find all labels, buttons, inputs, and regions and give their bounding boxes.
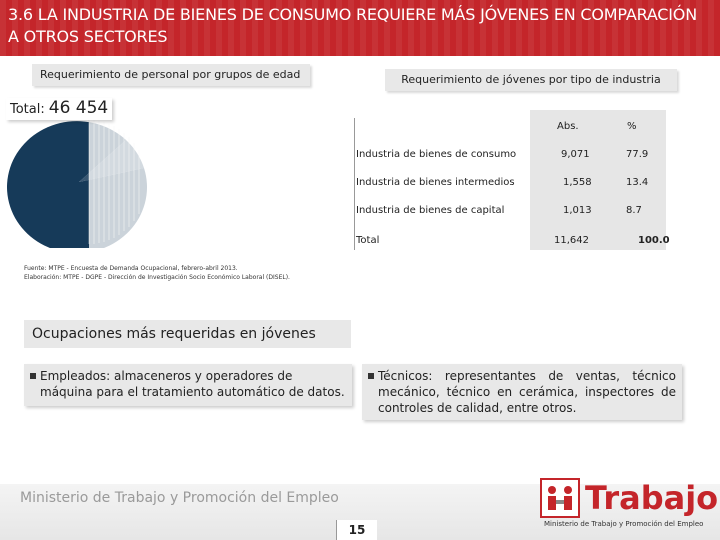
total-label: Total: <box>10 102 45 117</box>
source-line: Fuente: MTPE - Encuesta de Demanda Ocupacional, febrero-abril 2013. <box>24 265 238 272</box>
occupations-title: Ocupaciones más requeridas en jóvenes <box>24 320 351 348</box>
page-number: 15 <box>336 520 377 540</box>
row-pct-intermedios: 13.4 <box>626 177 649 188</box>
row-name-intermedios: Industria de bienes intermedios <box>356 177 515 188</box>
age-group-panel-label: Requerimiento de personal por grupos de edad <box>32 64 310 86</box>
bullet-square-icon <box>30 373 36 379</box>
row-abs-capital: 1,013 <box>563 205 592 216</box>
age-group-pie-chart <box>4 116 154 248</box>
row-pct-total: 100.0 <box>638 235 670 246</box>
trabajo-logo-subtitle: Ministerio de Trabajo y Promoción del Empleo <box>544 520 704 528</box>
occupation-text-employees: Empleados: almaceneros y operadores de máquina para el tratamiento automático de datos. <box>40 369 345 399</box>
row-pct-capital: 8.7 <box>626 205 642 216</box>
occupation-text-technicians: Técnicos: representantes de ventas, técnico mecánico, técnico en cerámica, inspectores de controles de calidad, entre otros. <box>378 369 676 415</box>
col-header-abs: Abs. <box>557 121 579 132</box>
row-pct-consumo: 77.9 <box>626 149 649 160</box>
occupation-bullet-technicians <box>362 364 682 420</box>
pie-overlay-white <box>89 116 154 248</box>
table-divider <box>354 118 355 250</box>
row-name-total: Total <box>356 235 380 246</box>
col-header-pct: % <box>627 121 637 132</box>
row-name-consumo: Industria de bienes de consumo <box>356 149 517 160</box>
title-banner <box>0 0 720 56</box>
total-value: 46 454 <box>48 98 109 118</box>
trabajo-logo-word: Trabajo <box>585 479 719 517</box>
row-name-capital: Industria de bienes de capital <box>356 205 505 216</box>
occupation-bullet-employees <box>24 364 352 406</box>
ministry-name: Ministerio de Trabajo y Promoción del Empleo <box>20 490 339 506</box>
total-badge <box>6 98 112 120</box>
industry-panel-label: Requerimiento de jóvenes por tipo de industria <box>385 69 677 91</box>
elaboration-line: Elaboración: MTPE - DGPE - Dirección de Investigación Socio Económico Laboral (DISEL). <box>24 274 290 281</box>
bullet-square-icon <box>368 373 374 379</box>
row-abs-consumo: 9,071 <box>561 149 590 160</box>
trabajo-logo-icon <box>540 478 580 518</box>
row-abs-intermedios: 1,558 <box>563 177 592 188</box>
row-abs-total: 11,642 <box>554 235 589 246</box>
page-title: 3.6 LA INDUSTRIA DE BIENES DE CONSUMO REQUIERE MÁS JÓVENES EN COMPARACIÓN A OTROS SECTORES <box>8 5 697 46</box>
